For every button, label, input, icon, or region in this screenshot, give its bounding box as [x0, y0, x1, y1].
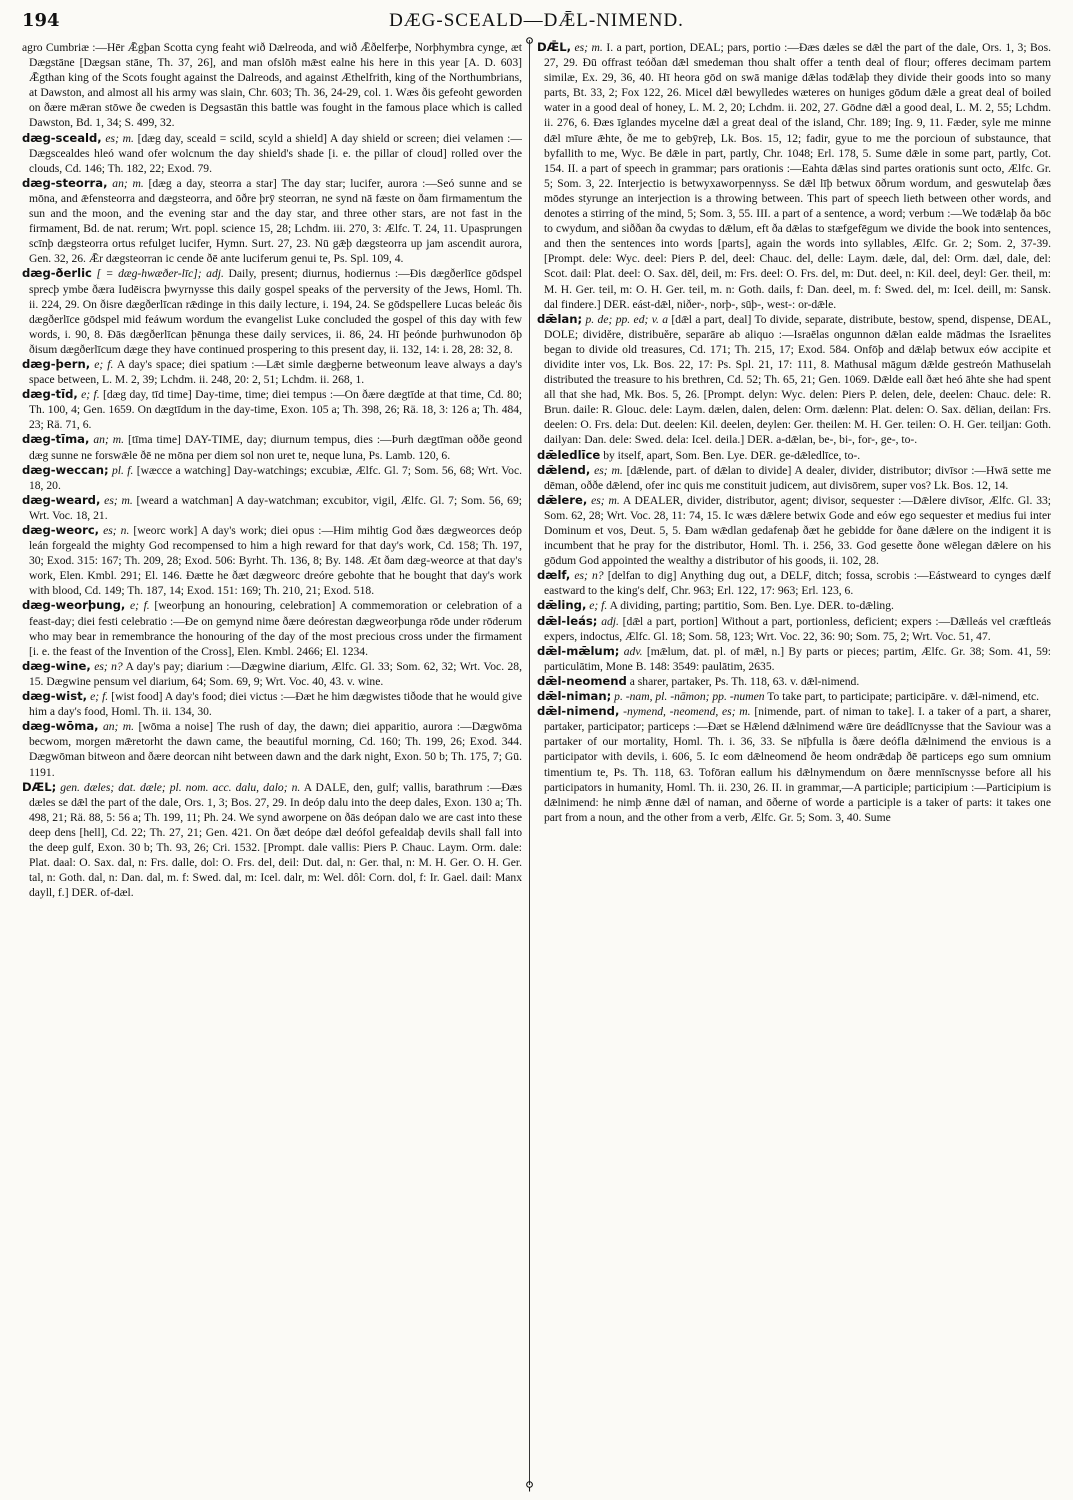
entry-text: I. a part, portion, DEAL; pars, portio :—Ðæs dæles se dǣl the part of the dale, Ors. 1, 3; Bos. 27, 29. Ðū offrast teóðan dǣl smedeman thou shalt offer a tenth deal of flour; offeres decimam partem similæ, Ex. 29, 36, 40. Hī heora gōd on swā manige dǣlas todǣlaþ they divide their goods into so many parts, Bt. 33, 2; Fox 122, 26. Micel dǣl bewylledes wæteres on huniges gōdum dǣle a great deal of boiled water in a good deal of honey, L. M. 2, 20; Lchdm. ii. 202, 27. Gōdne dǣl a good deal, L. M. 2, 55; Lchdm. ii. 276, 6. Ðæs īglandes mycelne dǣl a great deal of the island, Chr. 189; Ing. 9, 11. Fæder, syle me minne dǣl mīure ǣhte, ðe me to gebȳreþ, Lk. Bos. 15, 12; fadir, gyue to me the porcioun of substaunce, that byfallith to me, Wyc. Be dǣle in part, partly, Chr. 1048; Erl. 178, 5. Sume dǣle in some part, partly, Cot. 154. II. a part of speech in grammar; pars orationis :—Eahta dǣlas sind partes orationis sunt octo, Ælfc. Gr. 5; Som. 3, 22. Interjectio is betwyxaworpennyss. Se dǣl līþ betwux ōðrum wordum, and geswutelaþ ðæs mōdes styrunge an interjection is a throwing between. This part of speech lieth between other words, and denotes a stirring of the mind, 5; Som. 3, 55. III. a part of a sentence, a word; verbum :—We todǣlaþ ða bōc to cwydum, and siððan ða cwydas to dǣlum, eft ða dǣlas to stæfgefēgum we divide the book into sentences, and then the sentences into words [parts], again the words into syllables, Ælfc. Gr. 2; Som. 2, 37-39. [Prompt. dele: Wyc. deel: Piers P. del, deel: Chauc. del, delle: Laym. dæle, dal, del: Orm. dæl, dale, del: Scot. dail: Plat. deel: O. Sax. dēl, deil, m: Frs. deel: O. Frs. del, m: Dut. deel, n: Kil. deel, deyl: Ger. theil, m: M. H. Ger. teil, m: O. H. Ger. teil, m. n: Goth. dails, f: Dan. deel, m. f: Swed. del, m: Icel. deill, m: Sansk. dal findere.] DER. eást-dǣl, niðer-, norþ-, sūþ-, west-: or-dǣle.	[543, 41, 1051, 311]
entry-headword: dæg-steorra,	[22, 175, 108, 190]
dictionary-entry	[22, 598, 522, 658]
entry-grammar: an; m.	[102, 720, 135, 734]
dictionary-entry	[537, 448, 1051, 463]
entry-text: [weorc work] A day's work; diei opus :—Him mihtig God ðæs dægweorces deóp leán forgeald the mighty God recompensed to him a high reward for that day's work, Cd. 158; Th. 197, 30; Exod. 315: 167; Th. 209, 28; Exod. 506: Byrht. Th. 136, 8; By. 148. Æt ðam dæg-weorce at that day's work, Elen. Kmbl. 291; El. 146. Ðætte he ðæt dægweorc dreóre gebohte that he bought that day's work with blood, Cd. 149; Th. 187, 14; Exod. 151: 169; Th. 210, 21; Exod. 518.	[28, 524, 522, 598]
entry-text: [dæg a day, steorra a star] The day star; lucifer, aurora :—Seó sunne and se mōna, and ǣfensteorra and dægsteorra, and ōðre þrȳ steorran, ne synd nā fæste on ðam firmamentum the sun and the moon, and the evening star and the day star, and three other stars, are not fast in the firmament, Bd. de nat. rerum; Wrt. popl. science 15, 28; Lchdm. iii. 270, 3: Ælfc. T. 24, 11. Upasprungen scīnþ dægsteorra ortus refulget lucifer, Hymn. Surt. 27, 23. Nū gǣþ dægsteorra up jam ascendit aurora, Gen. 32, 26. Ǣr dægsteorran ic cende ðē ante luciferum genui te, Ps. Spl. 109, 4.	[28, 176, 522, 266]
entry-grammar: e; f.	[90, 690, 109, 704]
entry-text: A day's space; diei spatium :—Lǣt simle dægþerne betweonum leave always a day's space between, L. M. 2, 39; Lchdm. ii. 248, 20: 2, 51; Lchdm. ii. 268, 1.	[28, 357, 522, 387]
entry-grammar: e; f.	[129, 599, 150, 613]
entry-grammar: an; m.	[93, 433, 125, 447]
entry-grammar: es; m.	[104, 493, 133, 507]
entry-text: A dividing, parting; partitio, Som. Ben. Lye. DER. to-dǣling.	[609, 599, 894, 613]
entry-headword: dæg-weccan;	[22, 462, 109, 477]
entry-grammar: [ = dæg-hwæðer-līc]; adj.	[96, 267, 224, 281]
entry-text: [dæg day, sceald = scild, scyld a shield] A day shield or screen; diei velamen :—Dægscealdes hleó wand ofer wolcnum the day shield's shade [i. e. the pillar of cloud] rolled over the clouds, Cd. 146; Th. 182, 22; Exod. 79.	[28, 131, 522, 175]
entry-text: agro Cumbriæ :—Hēr Ǣgþan Scotta cyng feaht wið Dælreoda, and wið Ǣðelferþe, Norþhymbra cynge, æt Dægstāne [Dægsan stāne, Th. 37, 26], and man ofslōh mǣst ealne his here in this year [A. D. 603] Ǣgthan king of the Scots fought against the Dalreods, and against Æthelfrith, king of the Northumbrians, at Dawston, and almost all his army was slain, Chr. 603; Th. 36, 24-29, col. 1. Wæs ðis gefeoht geworden on ðære mǣran stōwe ðe cweden is Degsastān this battle was fought in the famous place which is called Dawston, Bd. 1, 34; S. 499, 32.	[22, 41, 522, 130]
entry-grammar: es; m.	[574, 41, 603, 54]
dictionary-entry	[22, 659, 522, 689]
entry-headword: dæg-wist,	[22, 689, 88, 704]
entry-text: A day's pay; diarium :—Dægwine diarium, Ælfc. Gl. 33; Som. 62, 32; Wrt. Voc. 28, 15. Dægwine pensum vel diarium, 64; Som. 69, 9; Wrt. Voc. 40, 43. v. wine.	[28, 659, 522, 688]
entry-grammar: an; m.	[112, 176, 144, 190]
entry-headword: dǣling,	[537, 598, 587, 613]
dictionary-entry	[537, 493, 1051, 568]
entry-headword: dæg-weard,	[22, 492, 101, 507]
entry-grammar: p. de; pp. ed; v. a	[585, 312, 669, 326]
column-divider	[529, 40, 530, 1485]
page-number: 194	[22, 10, 60, 31]
entry-headword: dǣl-niman;	[537, 689, 612, 704]
column-ornament-top: ⚲	[525, 35, 534, 49]
entry-headword: dǣl-leás;	[537, 613, 598, 628]
dictionary-entry	[537, 704, 1051, 825]
dictionary-entry	[22, 357, 522, 387]
left-column	[22, 40, 522, 1480]
dictionary-entry	[22, 463, 522, 493]
entry-text: [wōma a noise] The rush of day, the dawn; diei apparitio, aurora :—Dægwōma becwom, morgen mǣretorht the dawn came, the beautiful morning, Cd. 160; Th. 199, 26; Exod. 344. Dægwōman bitweon and ðære deorcan niht between dawn and the dark night, Exon. 50 b; Th. 175, 7; Gū. 1191.	[28, 720, 522, 779]
dictionary-entry	[22, 493, 522, 523]
entry-headword: dæg-wōma,	[22, 719, 99, 734]
entry-headword: DǢL,	[537, 40, 571, 54]
entry-grammar: p. -nam, pl. -nāmon; pp. -numen	[614, 690, 765, 704]
entry-grammar: es; m.	[105, 131, 134, 145]
entry-headword: dæg-tīma,	[22, 432, 90, 447]
entry-grammar: es; m.	[591, 493, 620, 507]
entry-text: [wæcce a watching] Day-watchings; excubiæ, Ælfc. Gl. 7; Som. 56, 68; Wrt. Voc. 18, 20.	[28, 463, 522, 492]
entry-text: [dǣlende, part. of dǣlan to divide] A dealer, divider, distributor; divīsor :—Hwā sette me dēman, oððe dǣlend, ofer inc quis me constituit judicem, aut divisōrem, super vos? Lk. Bos. 12, 14.	[543, 463, 1051, 492]
dictionary-entry	[537, 644, 1051, 674]
entry-text: a sharer, partaker, Ps. Th. 118, 63. v. dǣl-nimend.	[629, 674, 860, 688]
entry-headword: dæg-sceald,	[22, 130, 102, 145]
entry-grammar: e; f.	[589, 599, 608, 613]
entry-grammar: adj.	[601, 614, 619, 628]
entry-headword: dæg-wine,	[22, 658, 91, 673]
dictionary-entry	[22, 780, 522, 901]
entry-headword: dæg-þern,	[22, 356, 91, 371]
entry-headword: dæg-tīd,	[22, 387, 78, 402]
entry-grammar: es; m.	[594, 463, 623, 477]
entry-text: [mǣlum, dat. pl. of mǣl, n.] By parts or pieces; partim, Ælfc. Gr. 38; Som. 41, 59: particulātim, Mone B. 148: 3549: paulātim, 2635.	[543, 644, 1051, 673]
entry-grammar: e; f.	[94, 357, 114, 371]
entry-grammar: -nymend, -neomend, es; m.	[623, 705, 751, 719]
dictionary-entry	[22, 40, 522, 131]
entry-text: A DEALER, divider, distributor, agent; divisor, sequester :—Dǣlere divīsor, Ælfc. Gl. 33; Som. 62, 28; Wrt. Voc. 28, 11: 74, 15. Ic wæs dǣlere betwix Gode and eów ego sequester et medius fui inter Dominum et vos, Deut. 5, 5. Ðam wǣdlan gedafenaþ ðæt he gebidde for ðane dǣlere on the indigent it is incumbent that he pray for the distributor, Homl. Th. i. 256, 33. God gesette ðone wēlegan dǣlere on his gōdum God appointed the wealthy a distributor of his goods, ii. 102, 28.	[543, 493, 1051, 568]
entry-text: [weard a watchman] A day-watchman; excubitor, vigil, Ælfc. Gl. 7; Som. 56, 69; Wrt. Voc. 18, 21.	[28, 493, 522, 522]
entry-grammar: es; n?	[574, 569, 604, 583]
entry-text: [dǣl a part, portion] Without a part, portionless, deficient; expers :—Dǣlleás vel cræftleás expers, indoctus, Ælfc. Gl. 18; Som. 58, 123; Wrt. Voc. 22, 36: 90; Som. 75, 2; Wrt. Voc. 51, 47.	[543, 614, 1051, 643]
dictionary-entry	[537, 463, 1051, 493]
entry-grammar: e; f.	[81, 388, 100, 402]
entry-text: A DALE, den, gulf; vallis, barathrum :—Ðæs dæles se dǣl the part of the dale, Ors. 1, 3; Bos. 27, 29. In deóp dalu into the deep dales, Exon. 130 a; Th. 498, 21; Rä. 88, 5: 56 a; Th. 199, 11; Ph. 24. We synd aworpene on ðās deópan dalo we are cast into these deep dens [hell], Cd. 22; Th. 27, 21; Gen. 421. On ðæt deópe dæl deófol gefealdaþ devils shall fall into the deep gulf, Exon. 30 b; Th. 93, 26; Cri. 1532. [Prompt. dale vallis: Piers P. Chauc. Laym. Orm. dale: Plat. daal: O. Sax. dal, n: Frs. dalle, dol: O. Frs. del, deil: Dut. dal, n: Ger. thal, n: M. H. Ger. O. H. Ger. tal, n: Goth. dal, n: Dan. dal, m. f: Swed. dal, m: Icel. dalr, m: Wel. dôl: Corn. dol, f: Ir. Gael. dail: Manx dayll, f.] DER. of-dæl.	[28, 780, 522, 900]
entry-grammar: es; n?	[94, 659, 123, 673]
dictionary-entry	[22, 266, 522, 357]
entry-headword: dǣledlīce	[537, 447, 601, 462]
dictionary-entry	[22, 523, 522, 598]
entry-headword: dǣlend,	[537, 462, 591, 477]
column-ornament-bottom: ⚲	[525, 1479, 534, 1493]
dictionary-entry	[537, 674, 1051, 689]
dictionary-entry	[537, 689, 1051, 704]
dictionary-entry	[537, 312, 1051, 448]
entry-grammar: pl. f.	[111, 463, 134, 477]
entry-text: [delfan to dig] Anything dug out, a DELF, ditch; fossa, scrobis :—Eástweard to cynges dælf eastward to the king's delf, Chr. 963; Erl. 122, 17: 963; Erl. 123, 6.	[543, 569, 1051, 598]
entry-grammar: es; n.	[103, 524, 130, 537]
dictionary-entry	[537, 598, 1051, 613]
right-column	[537, 40, 1051, 1480]
entry-text: [dæg day, tīd time] Day-time, time; diei tempus :—On ðære dægtīde at that time, Cd. 80; Th. 100, 4; Gen. 1659. On dægtīdum in the day-time, Exon. 105 a; Th. 398, 26; Rä. 18, 3: 126 a; Th. 484, 23; Rä. 71, 6.	[28, 388, 522, 432]
entry-text: Daily, present; diurnus, hodiernus :—Ðis dægðerlīce gōdspel sprecþ ymbe ðæra Iudēiscra þwyrnysse this daily gospel speaks of the perversity of the Jews, Homl. Th. ii. 224, 29. On ðisre dægðerlīcan rǣdinge in this daily lecture, i. 194, 24. Se gōdspellere Lucas beleác ðis dægðerlīce gōdspel mid feáwum wordum the evangelist Luke concluded the gospel of this day with few words, i. 90, 8. Ðās dægðerlīcan þēnunga these daily services, ii. 86, 24. Hī þeónde þurhwunodon ōþ ðisum dægðerlīcum dæge they have continued prospering to this present day, ii. 132, 14: i. 28, 28: 32, 8.	[28, 267, 522, 356]
entry-headword: dæg-ðerlic	[22, 266, 92, 281]
dictionary-entry	[22, 689, 522, 719]
entry-text: by itself, apart, Som. Ben. Lye. DER. ge-dǣledlīce, to-.	[603, 448, 861, 462]
dictionary-entry	[22, 176, 522, 267]
entry-headword: dælf,	[537, 568, 571, 583]
dictionary-entry	[22, 131, 522, 176]
page-header	[0, 6, 1073, 36]
dictionary-entry	[537, 568, 1051, 598]
dictionary-entry	[537, 40, 1051, 312]
dictionary-entry	[22, 719, 522, 779]
entry-headword: dæg-weorc,	[22, 523, 100, 537]
entry-headword: dǣl-mǣlum;	[537, 643, 620, 658]
entry-text: [dǣl a part, deal] To divide, separate, distribute, bestow, spend, dispense, DEAL, DOLE; dividĕre, distribuĕre, separāre ab aliquo :—Israēlas ongunnon dǣlan ealde mādmas the Israelites began to divide old treasures, Cd. 171; Th. 215, 17; Exod. 584. Onfōþ and dǣlaþ betwux eów accipite et dividite inter vos, Lk. Bos. 22, 17: Ps. Spl. 21, 17: 111, 8. Mathusal māgum dǣlde gestreón Mathuselah distributed the treasure to his brethren, Cd. 52; Th. 65, 21; Gen. 1069. Dǣlde eall ðæt heó āhte she had spent all that she had, Mk. Bos. 5, 26. [Prompt. delyn: Wyc. delen: Piers P. delen, dele, deelen: Chauc. dele: R. Brun. daile: R. Glouc. dele: Laym. dælen, dalen, delen: Orm. dælenn: Plat. delen: O. Sax. dēlian, deilan: Frs. deelen: O. Frs. dela: Dut. deelen: Kil. deelen, deylen: Ger. theilen: M. H. Ger. teilen: O. H. Ger. teiljan: Goth. dailyan: Dan. dele: Swed. dela: Icel. deila.] DER. a-dǣlan, be-, bi-, for-, ge-, to-.	[543, 312, 1051, 447]
entry-headword: dǣlan;	[537, 311, 583, 326]
entry-text: [tīma time] DAY-TIME, day; diurnum tempus, dies :—Þurh dægtīman oððe geond dæg sunne ne forswǣle ðē ne mōna per diem sol non uret te, neque luna, Ps. Lamb. 120, 6.	[28, 433, 522, 462]
entry-headword: DÆL;	[22, 779, 57, 794]
entry-text: [weorþung an honouring, celebration] A commemoration or celebration of a feast-day; diei festi celebratio :—Ðe on gemynd nime ðære deórestan dægweorþunga rōde under rōderum who may bear in remembrance the honouring of the day of the most precious cross under the firmament [i. e. the feast of the Invention of the Cross], Elen. Kmbl. 2466; El. 1234.	[28, 599, 522, 658]
dictionary-entry	[22, 432, 522, 462]
dictionary-entry	[22, 387, 522, 432]
page-title: DÆG-SCEALD—DǢL-NIMEND.	[389, 10, 684, 31]
entry-headword: dǣl-nimend,	[537, 704, 620, 719]
entry-grammar: adv.	[623, 644, 643, 658]
entry-headword: dǣlere,	[537, 492, 588, 507]
entry-grammar: gen. dæles; dat. dæle; pl. nom. acc. dalu, dalo; n.	[60, 780, 301, 794]
entry-headword: dæg-weorþung,	[22, 598, 126, 613]
dictionary-entry	[537, 614, 1051, 644]
entry-headword: dǣl-neomend	[537, 673, 627, 688]
entry-text: To take part, to participate; participāre. v. dǣl-nimend, etc.	[767, 690, 1040, 704]
entry-text: [wist food] A day's food; diei victus :—Ðæt he him dægwistes tiðode that he would give him a day's food, Homl. Th. ii. 134, 30.	[28, 690, 522, 719]
entry-text: [nimende, part. of niman to take]. I. a taker of a part, a sharer, partaker, participator; particeps :—Ðæt se Hǣlend dǣlnimend wǣre ūre deádlīcnysse that the Saviour was a partaker of our mortality, Homl. Th. i. 36, 33. Se nīþfulla is ðære deófla dǣlnimend the envious is a participator with devils, i. 606, 5. Ic eom dǣlneomend ðe heom ondrǣdaþ ðē particeps ego sum omnium timentium te, Ps. Th. 118, 63. Tofōran eallum his dǣlnymendum on ðære mennīscnysse before all his participators in humanity, Homl. Th. ii. 230, 26. II. in grammar,—A participle; participium :—Participium is dǣlnimend: he nimþ ǣnne dǣl of naman, and ōðerne of worde a participle is a taker of parts: it takes one part from a noun, and the other from a verb, Ælfc. Gr. 5; Som. 3, 40. Sume	[543, 705, 1051, 824]
